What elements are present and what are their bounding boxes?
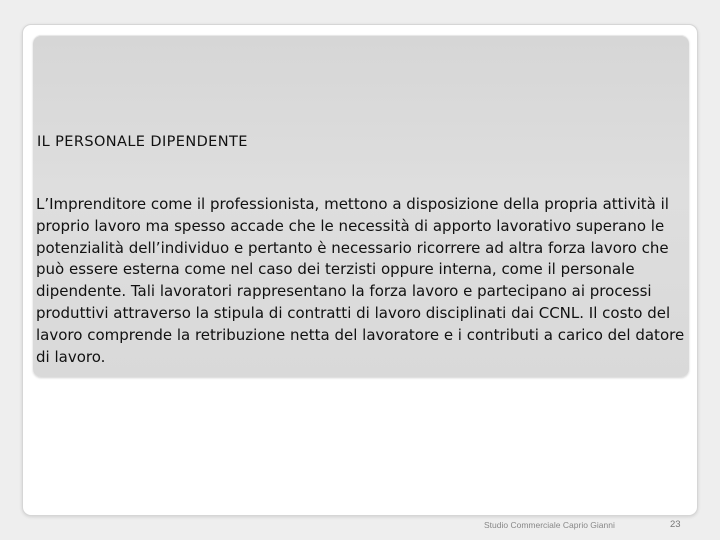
slide-title: IL PERSONALE DIPENDENTE (37, 134, 248, 150)
slide-body-text: L’Imprenditore come il professionista, mettono a disposizione della propria attività il proprio lavoro ma spesso accade che le necessità di apporto lavorativo superano le potenzialità dell’individuo e pertanto è necessario ricorrere ad altra forza lavoro che può essere esterna come nel caso dei terzisti oppure interna, come il personale dipendente. Tali lavoratori rappresentano la forza lavoro e partecipano ai processi produttivi attraverso la stipula di contratti di lavoro disciplinati dai CCNL. Il costo del lavoro comprende la retribuzione netta del lavoratore e i contributi a carico del datore di lavoro. (36, 195, 685, 366)
slide-number: 23 (670, 519, 681, 530)
footer-text: Studio Commerciale Caprio Gianni (484, 520, 615, 530)
